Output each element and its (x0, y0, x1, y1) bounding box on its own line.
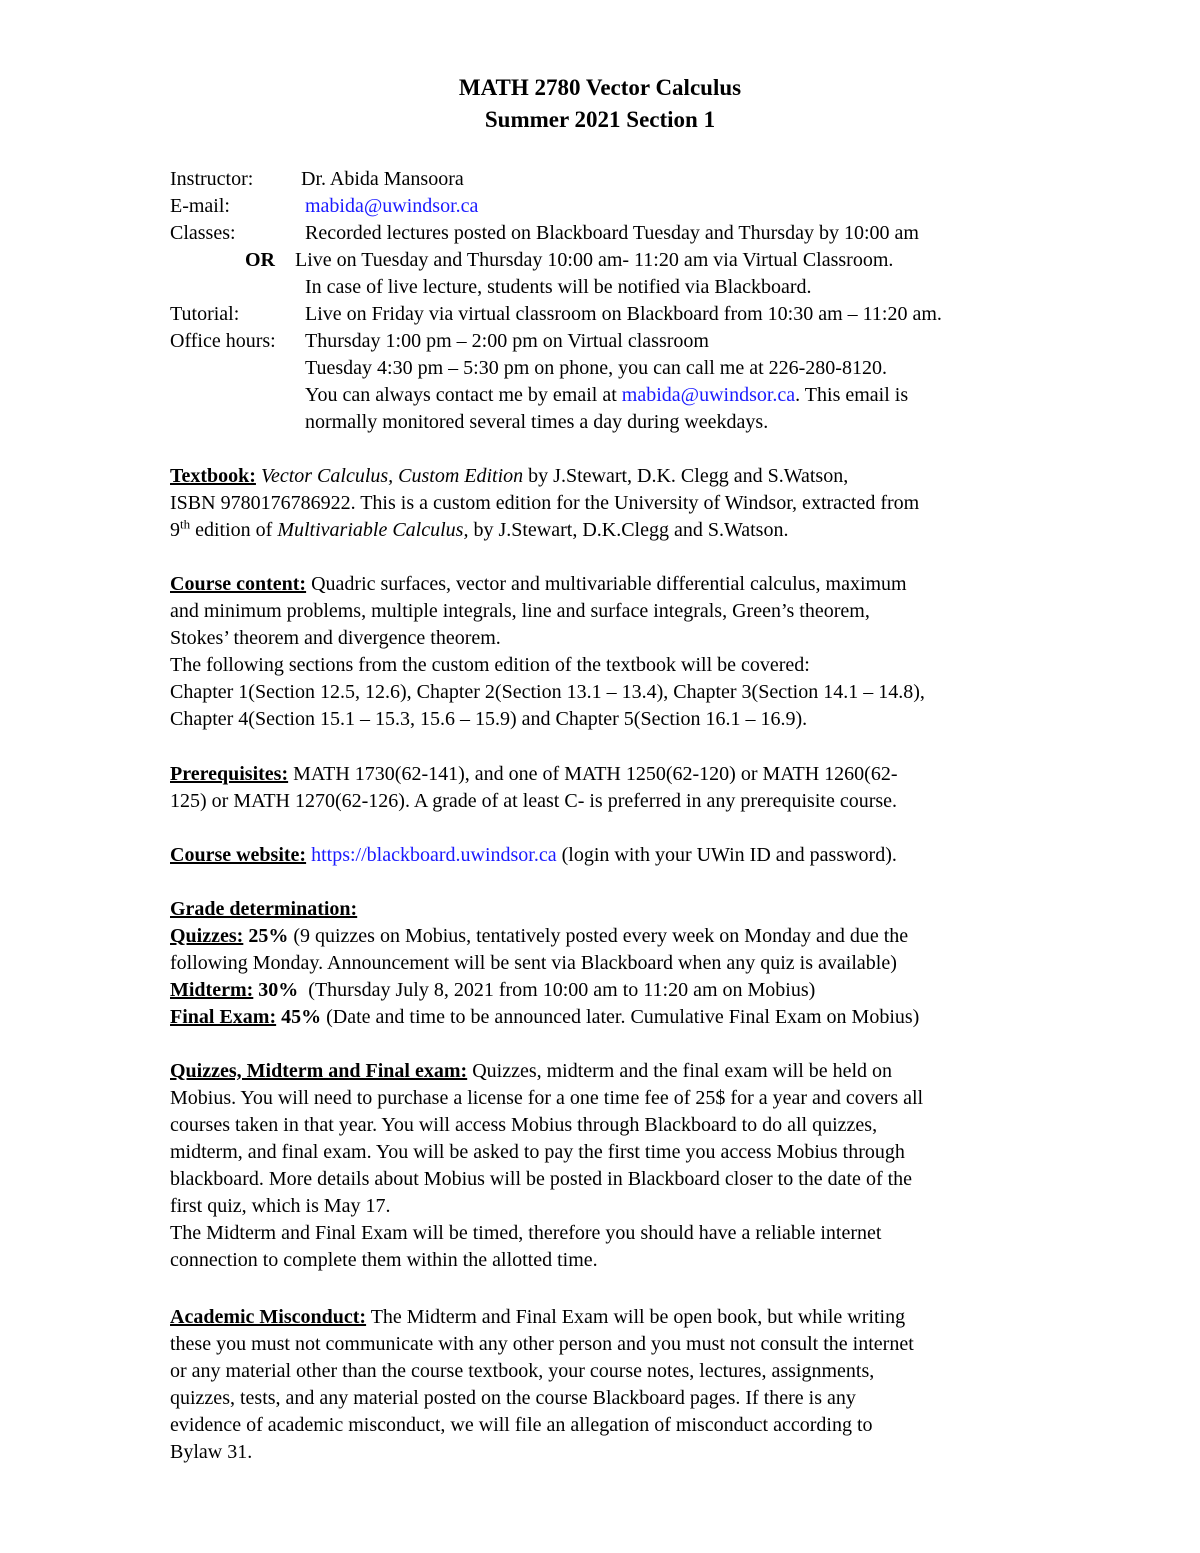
prereq-section (170, 761, 1070, 815)
misconduct-line6: Bylaw 31. (170, 1441, 253, 1463)
textbook-section (170, 463, 1070, 544)
exams-line5: blackboard. More details about Mobius will be posted in Blackboard closer to the date of the (170, 1168, 913, 1190)
instructor-label: Instructor: (170, 168, 254, 190)
tutorial-label: Tutorial: (170, 303, 240, 325)
content-heading: Course content: (170, 573, 307, 595)
textbook-line3: 9th edition of Multivariable Calculus, by J.Stewart, D.K.Clegg and S.Watson. (170, 516, 789, 541)
tutorial-text: Live on Friday via virtual classroom on Blackboard from 10:30 am – 11:20 am. (305, 303, 942, 325)
final-label: Final Exam: (170, 1006, 277, 1028)
prereq-heading: Prerequisites: (170, 763, 289, 785)
classes-note-row (170, 274, 1070, 301)
classes-or-row (170, 247, 1070, 274)
course-info (170, 166, 1070, 436)
content-line5: Chapter 1(Section 12.5, 12.6), Chapter 2(Section 13.1 – 13.4), Chapter 3(Section 14.1 – 14.8), (170, 681, 925, 703)
textbook-line2: ISBN 9780176786922. This is a custom edition for the University of Windsor, extracted from (170, 492, 920, 514)
midterm-text: (Thursday July 8, 2021 from 10:00 am to 11:20 am on Mobius) (298, 979, 816, 1001)
office-line2: Tuesday 4:30 pm – 5:30 pm on phone, you can call me at 226-280-8120. (305, 357, 887, 379)
content-line4: The following sections from the custom edition of the textbook will be covered: (170, 654, 810, 676)
textbook-title: Vector Calculus, Custom Edition (260, 465, 524, 487)
office-row (170, 328, 1070, 355)
misconduct-line4: quizzes, tests, and any material posted on the course Blackboard pages. If there is any (170, 1387, 856, 1409)
content-line3: Stokes’ theorem and divergence theorem. (170, 627, 501, 649)
quiz-line2: following Monday. Announcement will be sent via Blackboard when any quiz is available) (170, 952, 897, 974)
exams-section (170, 1058, 1070, 1274)
exams-line1: Quizzes, midterm and the final exam will be held on (467, 1060, 893, 1082)
email-row (170, 193, 1070, 220)
classes-line1: Recorded lectures posted on Blackboard Tuesday and Thursday by 10:00 am (305, 222, 919, 244)
office-line4: normally monitored several times a day during weekdays. (305, 411, 769, 433)
quiz-line1: (9 quizzes on Mobius, tentatively posted every week on Monday and due the (288, 925, 909, 947)
misconduct-section (170, 1304, 1070, 1466)
exams-line6: first quiz, which is May 17. (170, 1195, 391, 1217)
midterm-percent: 30% (253, 979, 299, 1001)
office-line1: Thursday 1:00 pm – 2:00 pm on Virtual classroom (305, 330, 709, 352)
office-label: Office hours: (170, 330, 276, 352)
exams-line2: Mobius. You will need to purchase a license for a one time fee of 25$ for a year and covers all (170, 1087, 924, 1109)
classes-row (170, 220, 1070, 247)
office-line3 (305, 382, 908, 409)
exams-line4: midterm, and final exam. You will be asked to pay the first time you access Mobius through (170, 1141, 905, 1163)
misconduct-line1: The Midterm and Final Exam will be open book, but while writing (366, 1306, 906, 1328)
final-text: (Date and time to be announced later. Cumulative Final Exam on Mobius) (321, 1006, 920, 1028)
course-title: MATH 2780 Vector Calculus (458, 75, 742, 100)
exams-line7: The Midterm and Final Exam will be timed, therefore you should have a reliable internet (170, 1222, 882, 1244)
exams-line8: connection to complete them within the allotted time. (170, 1249, 598, 1271)
content-section (170, 571, 1070, 733)
classes-line3: In case of live lecture, students will be notified via Blackboard. (305, 276, 812, 298)
grades-section (170, 896, 1070, 1031)
classes-label: Classes: (170, 222, 236, 244)
content-line6: Chapter 4(Section 15.1 – 15.3, 15.6 – 15.9) and Chapter 5(Section 16.1 – 16.9). (170, 708, 808, 730)
quiz-label: Quizzes: (170, 925, 244, 947)
website-section (170, 842, 1070, 869)
course-subtitle: Summer 2021 Section 1 (484, 107, 716, 132)
office-email-link[interactable]: mabida@uwindsor.ca (621, 384, 796, 406)
office-row-2 (170, 355, 1070, 382)
grades-heading: Grade determination: (170, 898, 358, 920)
website-link[interactable]: https://blackboard.uwindsor.ca (311, 844, 557, 866)
office-line3-pre: You can always contact me by email at (305, 384, 622, 406)
midterm-label: Midterm: (170, 979, 254, 1001)
final-percent: 45% (276, 1006, 322, 1028)
office-row-4 (170, 409, 1070, 436)
instructor-row (170, 166, 1070, 193)
misconduct-line2: these you must not communicate with any other person and you must not consult the internet (170, 1333, 914, 1355)
exams-heading: Quizzes, Midterm and Final exam: (170, 1060, 468, 1082)
or-label: OR (245, 249, 275, 271)
exams-line3: courses taken in that year. You will access Mobius through Blackboard to do all quizzes, (170, 1114, 878, 1136)
textbook-heading: Textbook: (170, 465, 256, 487)
misconduct-line3: or any material other than the course textbook, your course notes, lectures, assignments, (170, 1360, 875, 1382)
instructor-name: Dr. Abida Mansoora (301, 168, 464, 190)
prereq-line1: MATH 1730(62-141), and one of MATH 1250(62-120) or MATH 1260(62- (288, 763, 898, 785)
tutorial-row (170, 301, 1070, 328)
email-link[interactable]: mabida@uwindsor.ca (305, 195, 479, 217)
email-label: E-mail: (170, 195, 230, 217)
quiz-percent: 25% (243, 925, 289, 947)
content-line1: Quadric surfaces, vector and multivariable differential calculus, maximum (306, 573, 907, 595)
website-heading: Course website: (170, 844, 307, 866)
classes-line2: Live on Tuesday and Thursday 10:00 am- 11:20 am via Virtual Classroom. (295, 249, 894, 271)
prereq-line2: 125) or MATH 1270(62-126). A grade of at least C- is preferred in any prerequisite course. (170, 790, 898, 812)
content-line2: and minimum problems, multiple integrals, line and surface integrals, Green’s theorem, (170, 600, 870, 622)
website-note: (login with your UWin ID and password). (556, 844, 897, 866)
misconduct-heading: Academic Misconduct: (170, 1306, 367, 1328)
textbook-line1: by J.Stewart, D.K. Clegg and S.Watson, (523, 465, 849, 487)
office-row-3 (170, 382, 1070, 409)
misconduct-line5: evidence of academic misconduct, we will file an allegation of misconduct according to (170, 1414, 873, 1436)
office-line3-post: . This email is (795, 384, 909, 406)
